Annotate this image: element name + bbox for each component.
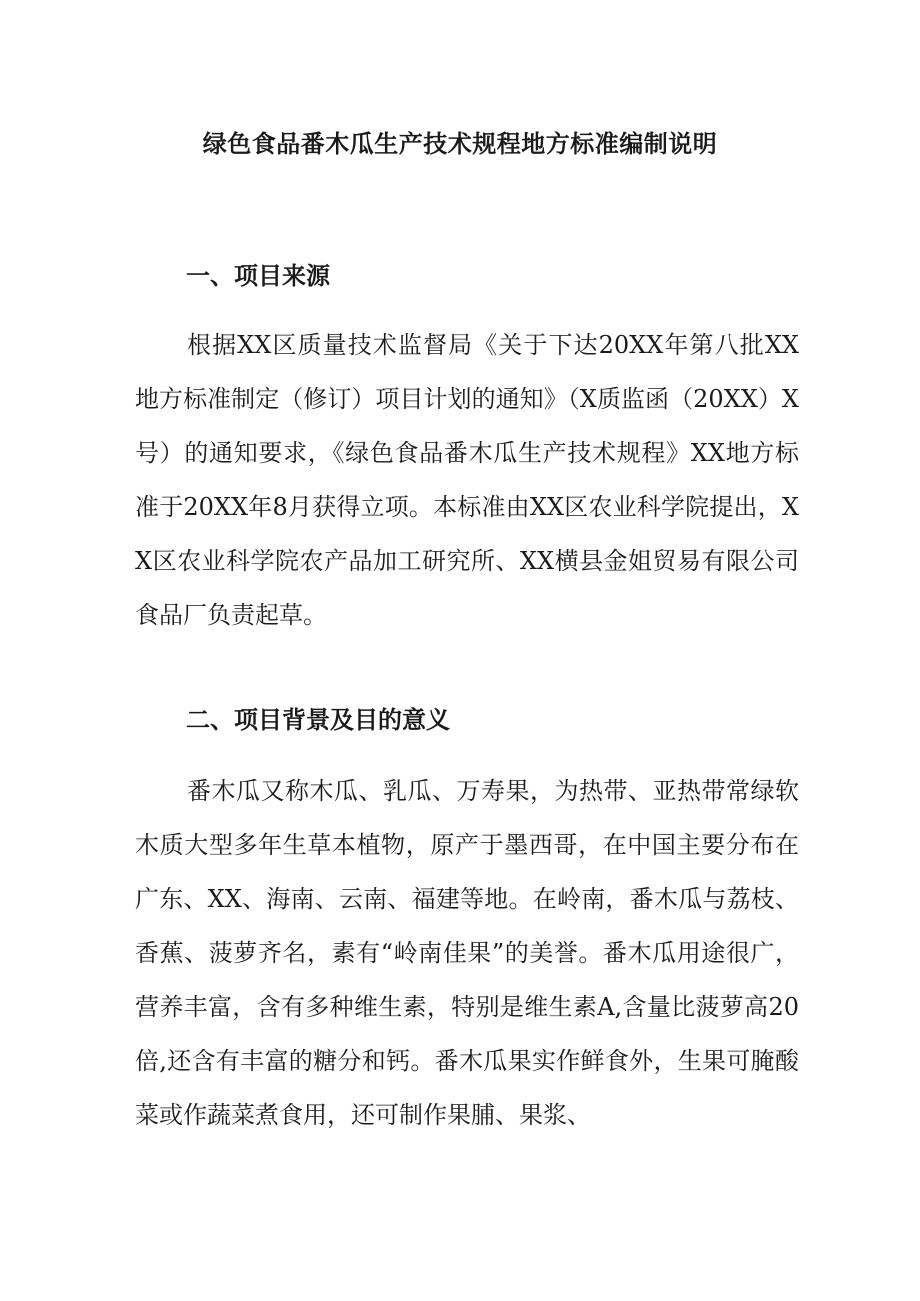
section-paragraph-project-source: 根据XX区质量技术监督局《关于下达20XX年第八批XX地方标准制定（修订）项目计划的通知》（X质监函（20XX）X号）的通知要求，《绿色食品番木瓜生产技术规程》XX地方标准于20XX年8月获得立项。本标准由XX区农业科学院提出，XX区农业科学院农产品加工研究所、XX横县金姐贸易有限公司食品厂负责起草。 [135, 331, 799, 629]
section-paragraph-background-purpose: 番木瓜又称木瓜、乳瓜、万寿果，为热带、亚热带常绿软木质大型多年生草本植物，原产于墨西哥，在中国主要分布在广东、XX、海南、云南、福建等地。在岭南，番木瓜与荔枝、香蕉、菠萝齐名，素有“岭南佳果”的美誉。番木瓜用途很广，营养丰富，含有多种维生素，特别是维生素A,含量比菠萝高20倍,还含有丰富的糖分和钙。番木瓜果实作鲜食外，生果可腌酸菜或作蔬菜煮食用，还可制作果脯、果浆、 [135, 777, 799, 1129]
section-heading-background-purpose: 二、项目背景及目的意义 [186, 706, 450, 734]
section-heading-project-source: 一、项目来源 [186, 262, 330, 290]
document-title: 绿色食品番木瓜生产技术规程地方标准编制说明 [202, 130, 718, 158]
